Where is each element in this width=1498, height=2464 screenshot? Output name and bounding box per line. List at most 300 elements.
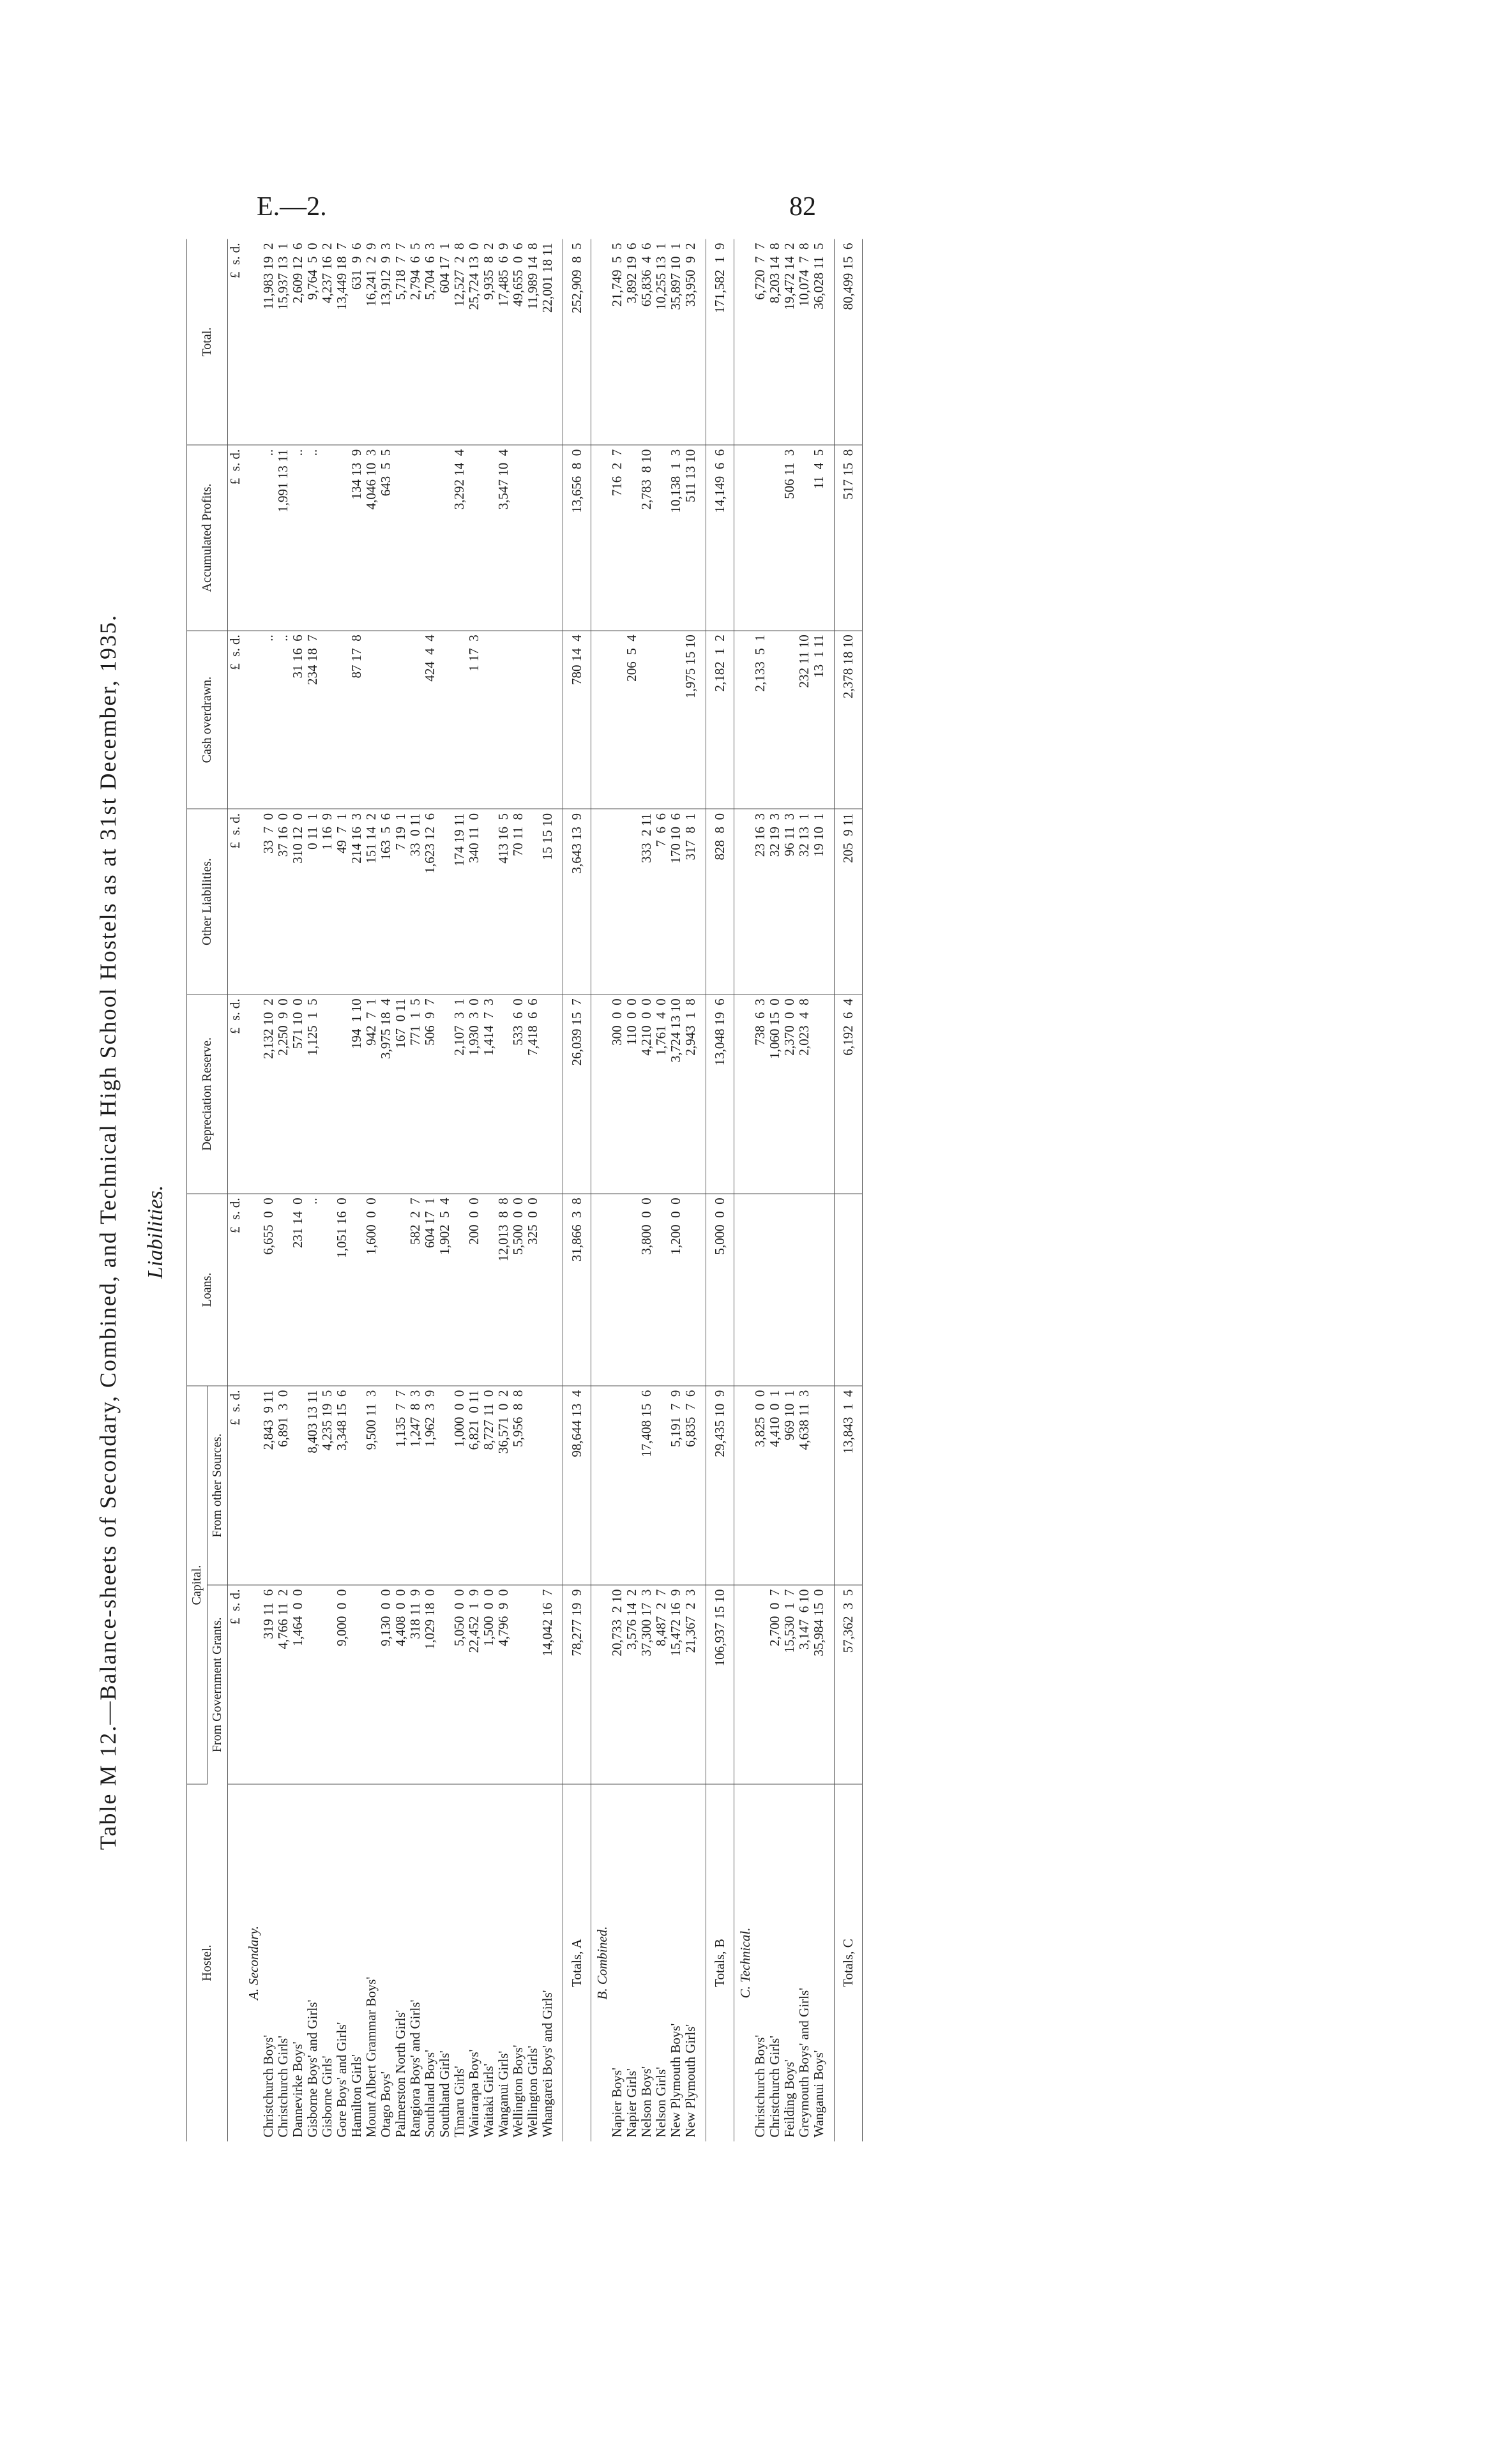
value-cell: 631 9 6 (349, 239, 364, 446)
value-cell: 4,046 10 3 (364, 445, 379, 630)
empty-cell (826, 631, 835, 809)
value-cell: 15,530 1 7 (782, 1585, 797, 1784)
table-row (526, 239, 540, 2142)
value-cell: 6,835 7 6 (683, 1386, 698, 1585)
table-row (467, 239, 481, 2142)
value-cell (320, 445, 335, 630)
value-cell: 1,414 7 3 (481, 995, 496, 1194)
value-cell: 37 16 0 (276, 809, 291, 994)
value-cell: 771 1 5 (408, 995, 423, 1194)
value-cell: 234 18 7 (305, 631, 320, 809)
value-cell: 2,132 10 2 (261, 995, 276, 1194)
empty-cell (698, 239, 706, 446)
value-cell (349, 1585, 364, 1784)
value-cell (467, 445, 481, 630)
balance-sheet-table (186, 239, 863, 2142)
value-cell: 340 11 0 (467, 809, 481, 994)
total-value-cell: 2,182 1 2 (706, 631, 734, 809)
value-cell: .. (305, 445, 320, 630)
value-cell (335, 445, 349, 630)
value-cell: 9,935 8 2 (481, 239, 496, 446)
total-value-cell: 13,048 19 6 (706, 995, 734, 1194)
value-cell: 151 14 2 (364, 809, 379, 994)
empty-cell (698, 631, 706, 809)
empty-cell (243, 239, 261, 446)
value-cell: 35,897 10 1 (669, 239, 683, 446)
value-cell (624, 809, 639, 994)
total-value-cell: 13,656 8 0 (563, 445, 591, 630)
col-accumulated-profits: Accumulated Profits. (187, 445, 228, 630)
value-cell: 1 17 3 (467, 631, 481, 809)
totals-row (835, 239, 863, 2142)
col-hostel: Hostel. (187, 1784, 228, 2141)
value-cell (408, 631, 423, 809)
value-cell: 32 13 1 (797, 809, 812, 994)
empty-cell (734, 995, 753, 1194)
value-cell: .. (261, 445, 276, 630)
value-cell (812, 1194, 826, 1386)
empty-cell (826, 809, 835, 994)
total-value-cell: 171,582 1 9 (706, 239, 734, 446)
value-cell: 333 2 11 (639, 809, 654, 994)
value-cell (610, 809, 624, 994)
empty-cell (243, 1585, 261, 1784)
table-row (481, 239, 496, 2142)
value-cell: 1,962 3 9 (423, 1386, 437, 1585)
value-cell: 231 14 0 (291, 1194, 305, 1386)
table-row (654, 239, 669, 2142)
value-cell: 3,292 14 4 (452, 445, 467, 630)
value-cell: 33,950 9 2 (683, 239, 698, 446)
value-cell (610, 1386, 624, 1585)
value-cell: 3,147 6 10 (797, 1585, 812, 1784)
value-cell (654, 445, 669, 630)
unit-label: £ s. d. (228, 445, 243, 630)
hostel-name: Christchurch Girls' (767, 2035, 782, 2138)
empty-cell (591, 1386, 610, 1585)
empty-cell (555, 1194, 563, 1386)
section-heading-row (591, 239, 610, 2142)
value-cell (437, 631, 452, 809)
value-cell: 8,487 2 7 (654, 1585, 669, 1784)
section-heading: C. Technical. (738, 1927, 753, 1999)
empty-cell (555, 1784, 563, 2141)
value-cell (654, 631, 669, 809)
spacer-row (698, 239, 706, 2142)
spacer-row (826, 239, 835, 2142)
value-cell: 969 10 1 (782, 1386, 797, 1585)
table-row (335, 239, 349, 2142)
hostel-name: Gisborne Girls' (319, 2055, 335, 2138)
unit-label: £ s. d. (228, 239, 243, 446)
value-cell (782, 1194, 797, 1386)
hostel-name: Wellington Boys' (510, 2045, 526, 2138)
col-capital: Capital. (187, 1386, 208, 1784)
empty-cell (243, 631, 261, 809)
value-cell (526, 809, 540, 994)
value-cell: 15,937 13 1 (276, 239, 291, 446)
value-cell: 9,000 0 0 (335, 1585, 349, 1784)
value-cell: 1,060 15 0 (768, 995, 782, 1194)
value-cell: 4,638 11 3 (797, 1386, 812, 1585)
table-row (349, 239, 364, 2142)
value-cell (610, 1194, 624, 1386)
value-cell: 11 4 5 (812, 445, 826, 630)
empty-cell (555, 809, 563, 994)
table-row (261, 239, 276, 2142)
table-row (408, 239, 423, 2142)
value-cell: 174 19 11 (452, 809, 467, 994)
value-cell (624, 445, 639, 630)
value-cell (349, 1386, 364, 1585)
value-cell: 9,764 5 0 (305, 239, 320, 446)
empty-cell (555, 239, 563, 446)
total-value-cell: 6,192 6 4 (835, 995, 863, 1194)
hostel-name: Palmerston North Girls' (393, 2010, 408, 2138)
value-cell: 13,449 18 7 (335, 239, 349, 446)
empty-cell (734, 1585, 753, 1784)
value-cell (452, 1194, 467, 1386)
rotated-table-page (0, 1, 1498, 2464)
table-row (669, 239, 683, 2142)
col-cash-overdrawn: Cash overdrawn. (187, 631, 228, 809)
total-value-cell: 80,499 15 6 (835, 239, 863, 446)
value-cell (511, 631, 526, 809)
value-cell: 4,237 16 2 (320, 239, 335, 446)
empty-cell (698, 1194, 706, 1386)
value-cell: 163 5 6 (379, 809, 393, 994)
table-row (364, 239, 379, 2142)
value-cell: 738 6 3 (753, 995, 768, 1194)
empty-cell (555, 1386, 563, 1585)
hostel-name: Christchurch Boys' (752, 2034, 768, 2138)
hostel-name: Southland Boys' (422, 2050, 437, 2138)
value-cell: 10,138 1 3 (669, 445, 683, 630)
empty-cell (734, 1386, 753, 1585)
empty-cell (243, 995, 261, 1194)
value-cell: 716 2 7 (610, 445, 624, 630)
value-cell: 11,983 19 2 (261, 239, 276, 446)
value-cell: 232 11 10 (797, 631, 812, 809)
value-cell: 3,975 18 4 (379, 995, 393, 1194)
value-cell: 194 1 10 (349, 995, 364, 1194)
col-depreciation: Depreciation Reserve. (187, 995, 228, 1194)
value-cell: 170 10 6 (669, 809, 683, 994)
empty-cell (826, 1194, 835, 1386)
table-header (187, 239, 228, 2142)
value-cell: 6,720 7 7 (753, 239, 768, 446)
table-row (639, 239, 654, 2142)
empty-cell (555, 445, 563, 630)
empty-cell (591, 809, 610, 994)
table-row (812, 239, 826, 2142)
value-cell: 1,247 8 3 (408, 1386, 423, 1585)
value-cell: 7,418 6 6 (526, 995, 540, 1194)
value-cell: 604 17 1 (437, 239, 452, 446)
value-cell: 1,135 7 7 (393, 1386, 408, 1585)
hostel-name: Otago Boys' (378, 2071, 393, 2138)
value-cell: 15,472 16 9 (669, 1585, 683, 1784)
value-cell: 325 0 0 (526, 1194, 540, 1386)
hostel-name: Wanganui Girls' (496, 2050, 511, 2138)
value-cell: 1,500 0 0 (481, 1585, 496, 1784)
value-cell (291, 1386, 305, 1585)
empty-cell (591, 445, 610, 630)
totals-row (706, 239, 734, 2142)
value-cell: 318 11 9 (408, 1585, 423, 1784)
value-cell: 5,191 7 9 (669, 1386, 683, 1585)
value-cell (797, 1194, 812, 1386)
value-cell: 310 12 0 (291, 809, 305, 994)
value-cell (481, 631, 496, 809)
hostel-name: Rangiora Boys' and Girls' (407, 1999, 423, 2138)
value-cell: 1,464 0 0 (291, 1585, 305, 1784)
value-cell: 167 0 11 (393, 995, 408, 1194)
value-cell: 413 16 5 (496, 809, 511, 994)
table-row (452, 239, 467, 2142)
value-cell (526, 1386, 540, 1585)
value-cell: 4,235 19 5 (320, 1386, 335, 1585)
value-cell: 511 13 10 (683, 445, 698, 630)
value-cell (540, 445, 555, 630)
value-cell: 3,892 19 6 (624, 239, 639, 446)
value-cell: 22,452 1 9 (467, 1585, 481, 1784)
hostel-name: Wanganui Boys' (811, 2050, 826, 2138)
col-gov-grants: From Government Grants. (208, 1585, 228, 1784)
value-cell: 206 5 4 (624, 631, 639, 809)
value-cell: 32 19 3 (768, 809, 782, 994)
value-cell (753, 1585, 768, 1784)
value-cell (812, 995, 826, 1194)
empty-cell (826, 1784, 835, 2141)
section-heading: A. Secondary. (246, 1926, 261, 2001)
total-value-cell: 106,937 15 10 (706, 1585, 734, 1784)
value-cell: 319 11 6 (261, 1585, 276, 1784)
totals-label: Totals, B (706, 1784, 734, 2141)
value-cell (610, 631, 624, 809)
value-cell: 506 11 3 (782, 445, 797, 630)
value-cell (526, 1585, 540, 1784)
section-heading-row (734, 239, 753, 2142)
empty-cell (698, 1784, 706, 2141)
value-cell: 4,796 9 0 (496, 1585, 511, 1784)
hostel-name: Wairarapa Boys' (466, 2049, 481, 2138)
empty-cell (734, 445, 753, 630)
value-cell: 4,408 0 0 (393, 1585, 408, 1784)
value-cell: 31 16 6 (291, 631, 305, 809)
value-cell: .. (261, 631, 276, 809)
table-row (753, 239, 768, 2142)
value-cell: 942 7 1 (364, 995, 379, 1194)
value-cell: 6,655 0 0 (261, 1194, 276, 1386)
value-cell: 0 11 1 (305, 809, 320, 994)
value-cell: 12,013 8 8 (496, 1194, 511, 1386)
empty-cell (591, 995, 610, 1194)
value-cell: 2,370 0 0 (782, 995, 797, 1194)
value-cell (753, 445, 768, 630)
units-row (228, 239, 243, 2142)
value-cell: 9,500 11 3 (364, 1386, 379, 1585)
value-cell: 7 19 1 (393, 809, 408, 994)
empty-cell (734, 809, 753, 994)
hostel-name: New Plymouth Girls' (683, 2024, 698, 2138)
value-cell (437, 1386, 452, 1585)
hostel-name: Timaru Girls' (451, 2066, 467, 2138)
value-cell: 4,766 11 2 (276, 1585, 291, 1784)
table-row (768, 239, 782, 2142)
hostel-name: Dannevirke Boys' (290, 2041, 305, 2138)
totals-label: Totals, A (563, 1784, 591, 2141)
value-cell: 17,408 15 6 (639, 1386, 654, 1585)
totals-label: Totals, C (835, 1784, 863, 2141)
value-cell (768, 445, 782, 630)
value-cell: 3,576 14 2 (624, 1585, 639, 1784)
value-cell: 582 2 7 (408, 1194, 423, 1386)
value-cell: 2,843 9 11 (261, 1386, 276, 1585)
value-cell: 1,125 1 5 (305, 995, 320, 1194)
value-cell (393, 445, 408, 630)
value-cell (511, 1585, 526, 1784)
col-other-sources: From other Sources. (208, 1386, 228, 1585)
value-cell (540, 995, 555, 1194)
table-row (393, 239, 408, 2142)
value-cell: 25,724 13 0 (467, 239, 481, 446)
total-value-cell: 205 9 11 (835, 809, 863, 994)
value-cell: 19,472 14 2 (782, 239, 797, 446)
value-cell (335, 631, 349, 809)
table-body (228, 239, 863, 2142)
hostel-name: Napier Girls' (624, 2068, 639, 2138)
value-cell (654, 1386, 669, 1585)
unit-label: £ s. d. (228, 631, 243, 809)
value-cell: 96 11 3 (782, 809, 797, 994)
table-row (683, 239, 698, 2142)
value-cell: 8,403 13 11 (305, 1386, 320, 1585)
hostel-name: Southland Girls' (437, 2050, 452, 2138)
hostel-name: Christchurch Boys' (261, 2034, 276, 2138)
value-cell (782, 631, 797, 809)
unit-label: £ s. d. (228, 809, 243, 994)
value-cell: 21,749 5 5 (610, 239, 624, 446)
empty-cell (591, 631, 610, 809)
value-cell (526, 445, 540, 630)
table-title: Table M 12.—Balance-sheets of Secondary, Combined, and Technical High School Hostels as at 31st December, 1935. (95, 613, 121, 1851)
value-cell (423, 445, 437, 630)
value-cell (540, 1194, 555, 1386)
table-row (320, 239, 335, 2142)
value-cell (481, 809, 496, 994)
empty-cell (734, 631, 753, 809)
hostel-name: Mount Albert Grammar Boys' (363, 1976, 379, 2138)
value-cell: 424 4 4 (423, 631, 437, 809)
value-cell: 23 16 3 (753, 809, 768, 994)
section-heading-row (243, 239, 261, 2142)
empty-cell (698, 445, 706, 630)
value-cell: 87 17 8 (349, 631, 364, 809)
empty-cell (698, 995, 706, 1194)
value-cell: 8,203 14 8 (768, 239, 782, 446)
hostel-name: Nelson Boys' (639, 2066, 654, 2138)
value-cell: 33 7 0 (261, 809, 276, 994)
value-cell: 6,891 3 0 (276, 1386, 291, 1585)
value-cell: 1,761 4 0 (654, 995, 669, 1194)
hostel-name: Waitaki Girls' (481, 2063, 496, 2138)
total-value-cell: 14,149 6 6 (706, 445, 734, 630)
value-cell: 1,029 18 0 (423, 1585, 437, 1784)
value-cell: 36,028 11 5 (812, 239, 826, 446)
empty-cell (243, 809, 261, 994)
hostel-name: New Plymouth Boys' (668, 2023, 683, 2138)
value-cell: 604 17 1 (423, 1194, 437, 1386)
value-cell: 506 9 7 (423, 995, 437, 1194)
value-cell (437, 809, 452, 994)
value-cell: 17,485 6 9 (496, 239, 511, 446)
value-cell: 533 6 0 (511, 995, 526, 1194)
total-value-cell: 252,909 8 5 (563, 239, 591, 446)
value-cell (437, 995, 452, 1194)
value-cell: 22,001 18 11 (540, 239, 555, 446)
hostel-name: Gisborne Boys' and Girls' (305, 1999, 320, 2138)
empty-cell (826, 239, 835, 446)
table-row (511, 239, 526, 2142)
value-cell: 21,367 2 3 (683, 1585, 698, 1784)
value-cell: 2,107 3 1 (452, 995, 467, 1194)
value-cell: 3,825 0 0 (753, 1386, 768, 1585)
value-cell: .. (291, 445, 305, 630)
value-cell: 1,600 0 0 (364, 1194, 379, 1386)
table-row (379, 239, 393, 2142)
hostel-name: Napier Boys' (609, 2068, 624, 2138)
empty-cell (826, 1585, 835, 1784)
empty-cell (826, 445, 835, 630)
hostel-name: Whangarei Boys' and Girls' (540, 1990, 555, 2138)
value-cell (669, 631, 683, 809)
table-row (496, 239, 511, 2142)
hostel-name: Christchurch Girls' (275, 2035, 291, 2138)
hostel-name: Wellington Girls' (525, 2045, 540, 2138)
totals-row (563, 239, 591, 2142)
value-cell (393, 1194, 408, 1386)
value-cell: 13,912 9 3 (379, 239, 393, 446)
value-cell: 1,623 12 6 (423, 809, 437, 994)
value-cell: 4,210 0 0 (639, 995, 654, 1194)
value-cell: 571 10 0 (291, 995, 305, 1194)
table-row (610, 239, 624, 2142)
value-cell: 2,794 6 5 (408, 239, 423, 446)
value-cell: 4,410 0 1 (768, 1386, 782, 1585)
value-cell: 14,042 16 7 (540, 1585, 555, 1784)
empty-cell (591, 1194, 610, 1386)
empty-cell (555, 1585, 563, 1784)
value-cell: 2,700 0 7 (768, 1585, 782, 1784)
value-cell (639, 631, 654, 809)
value-cell (526, 631, 540, 809)
value-cell: .. (305, 1194, 320, 1386)
table-row (276, 239, 291, 2142)
table-row (291, 239, 305, 2142)
hostel-name: Nelson Girls' (653, 2066, 669, 2138)
value-cell (481, 1194, 496, 1386)
empty-cell (591, 1585, 610, 1784)
empty-cell (698, 1386, 706, 1585)
value-cell: 10,255 13 1 (654, 239, 669, 446)
value-cell: 2,133 5 1 (753, 631, 768, 809)
table-row (782, 239, 797, 2142)
value-cell: 15 15 10 (540, 809, 555, 994)
total-value-cell: 780 14 4 (563, 631, 591, 809)
unit-label: £ s. d. (228, 995, 243, 1194)
empty-cell (734, 239, 753, 446)
